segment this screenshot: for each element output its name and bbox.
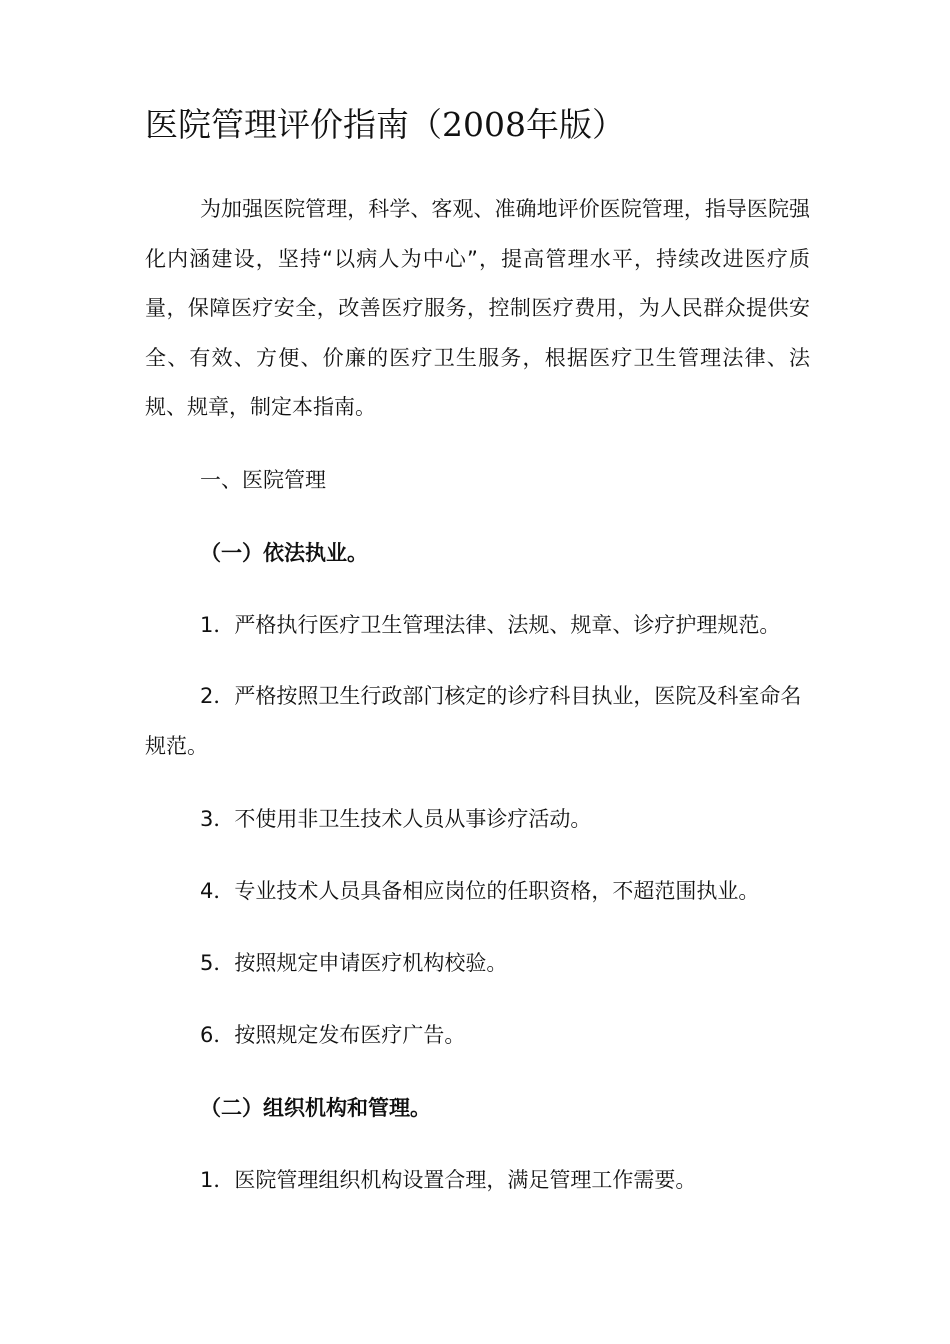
intro-paragraph: 为加强医院管理，科学、客观、准确地评价医院管理，指导医院强化内涵建设，坚持“以病人为中心”，提高管理水平，持续改进医疗质量，保障医疗安全，改善医疗服务，控制医疗费用，为人民群众提供安全、有效、方便、价廉的医疗卫生服务，根据医疗卫生管理法律、法规、规章，制定本指南。 bbox=[145, 197, 810, 419]
list-item: 1．严格执行医疗卫生管理法律、法规、规章、诊疗护理规范。 bbox=[200, 613, 781, 637]
list-item: 3．不使用非卫生技术人员从事诊疗活动。 bbox=[200, 807, 592, 831]
list-item: 1．医院管理组织机构设置合理，满足管理工作需要。 bbox=[200, 1168, 697, 1192]
subsection-heading: （二）组织机构和管理。 bbox=[200, 1096, 431, 1120]
list-item: 6．按照规定发布医疗广告。 bbox=[200, 1023, 466, 1047]
section-heading: 一、医院管理 bbox=[200, 468, 326, 492]
subsection-heading: （一）依法执业。 bbox=[200, 541, 368, 565]
list-item: 2．严格按照卫生行政部门核定的诊疗科目执业，医院及科室命名规范。 bbox=[145, 684, 802, 758]
document-title: 医院管理评价指南（2008年版） bbox=[145, 105, 625, 144]
list-item: 5．按照规定申请医疗机构校验。 bbox=[200, 951, 508, 975]
list-item: 4．专业技术人员具备相应岗位的任职资格，不超范围执业。 bbox=[200, 879, 760, 903]
